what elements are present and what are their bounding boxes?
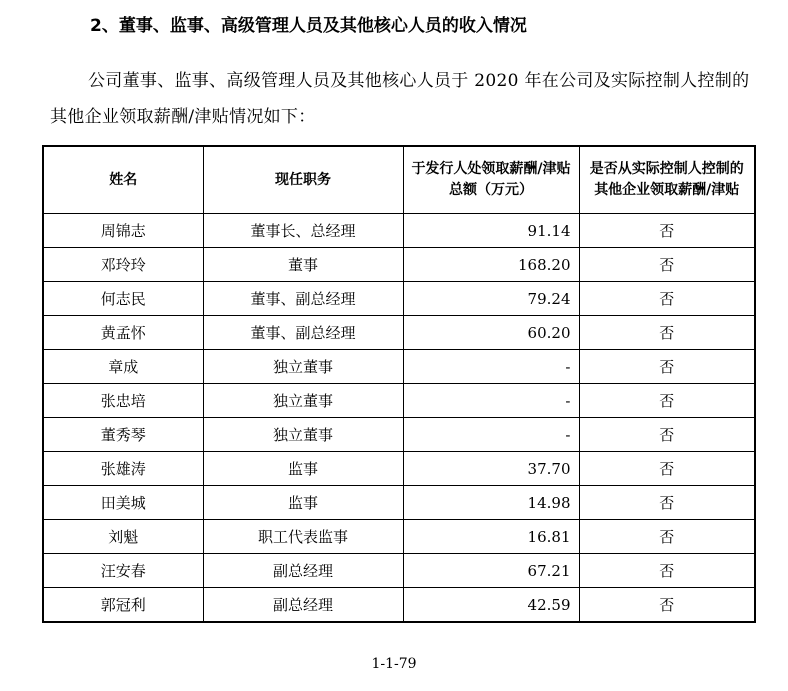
cell-name: 田美城 xyxy=(43,486,203,520)
cell-controller-compensation: 否 xyxy=(579,282,755,316)
cell-controller-compensation: 否 xyxy=(579,418,755,452)
table-row xyxy=(43,554,755,588)
cell-name: 邓玲玲 xyxy=(43,248,203,282)
cell-name: 何志民 xyxy=(43,282,203,316)
cell-controller-compensation: 否 xyxy=(579,554,755,588)
cell-compensation: 37.70 xyxy=(403,452,579,486)
cell-compensation: 42.59 xyxy=(403,588,579,623)
table-row xyxy=(43,214,755,248)
cell-position: 独立董事 xyxy=(203,418,403,452)
cell-compensation: - xyxy=(403,350,579,384)
table-row xyxy=(43,588,755,623)
cell-controller-compensation: 否 xyxy=(579,486,755,520)
cell-name: 周锦志 xyxy=(43,214,203,248)
cell-name: 章成 xyxy=(43,350,203,384)
table-row xyxy=(43,350,755,384)
cell-name: 张雄涛 xyxy=(43,452,203,486)
cell-compensation: 60.20 xyxy=(403,316,579,350)
intro-paragraph: 公司董事、监事、高级管理人员及其他核心人员于 2020 年在公司及实际控制人控制的其他企业领取薪酬/津贴情况如下： xyxy=(50,71,750,127)
cell-position: 董事长、总经理 xyxy=(203,214,403,248)
cell-name: 汪安春 xyxy=(43,554,203,588)
cell-name: 刘魁 xyxy=(43,520,203,554)
cell-controller-compensation: 否 xyxy=(579,214,755,248)
cell-position: 独立董事 xyxy=(203,384,403,418)
cell-position: 监事 xyxy=(203,452,403,486)
cell-controller-compensation: 否 xyxy=(579,452,755,486)
cell-controller-compensation: 否 xyxy=(579,350,755,384)
cell-position: 副总经理 xyxy=(203,554,403,588)
cell-controller-compensation: 否 xyxy=(579,316,755,350)
income-table xyxy=(42,145,756,623)
table-row xyxy=(43,418,755,452)
cell-compensation: - xyxy=(403,418,579,452)
cell-compensation: 16.81 xyxy=(403,520,579,554)
cell-position: 董事、副总经理 xyxy=(203,282,403,316)
cell-position: 董事 xyxy=(203,248,403,282)
cell-position: 职工代表监事 xyxy=(203,520,403,554)
cell-name: 郭冠利 xyxy=(43,588,203,623)
table-row xyxy=(43,316,755,350)
table-row xyxy=(43,452,755,486)
cell-compensation: 14.98 xyxy=(403,486,579,520)
header-controller-compensation: 是否从实际控制人控制的其他企业领取薪酬/津贴 xyxy=(579,146,755,214)
table-row xyxy=(43,384,755,418)
cell-position: 监事 xyxy=(203,486,403,520)
cell-position: 独立董事 xyxy=(203,350,403,384)
cell-name: 董秀琴 xyxy=(43,418,203,452)
cell-compensation: 168.20 xyxy=(403,248,579,282)
table-row xyxy=(43,248,755,282)
cell-compensation: 91.14 xyxy=(403,214,579,248)
table-header-row xyxy=(43,146,755,214)
cell-name: 张忠培 xyxy=(43,384,203,418)
header-compensation: 于发行人处领取薪酬/津贴总额（万元） xyxy=(403,146,579,214)
cell-controller-compensation: 否 xyxy=(579,588,755,623)
cell-controller-compensation: 否 xyxy=(579,248,755,282)
cell-compensation: - xyxy=(403,384,579,418)
cell-position: 副总经理 xyxy=(203,588,403,623)
header-name: 姓名 xyxy=(43,146,203,214)
table-row xyxy=(43,486,755,520)
cell-name: 黄孟怀 xyxy=(43,316,203,350)
header-position: 现任职务 xyxy=(203,146,403,214)
table-body xyxy=(43,214,755,623)
section-heading: 2、董事、监事、高级管理人员及其他核心人员的收入情况 xyxy=(90,16,527,36)
table-row xyxy=(43,520,755,554)
cell-controller-compensation: 否 xyxy=(579,384,755,418)
cell-controller-compensation: 否 xyxy=(579,520,755,554)
table-row xyxy=(43,282,755,316)
cell-compensation: 79.24 xyxy=(403,282,579,316)
cell-position: 董事、副总经理 xyxy=(203,316,403,350)
page-number: 1-1-79 xyxy=(371,656,417,672)
cell-compensation: 67.21 xyxy=(403,554,579,588)
